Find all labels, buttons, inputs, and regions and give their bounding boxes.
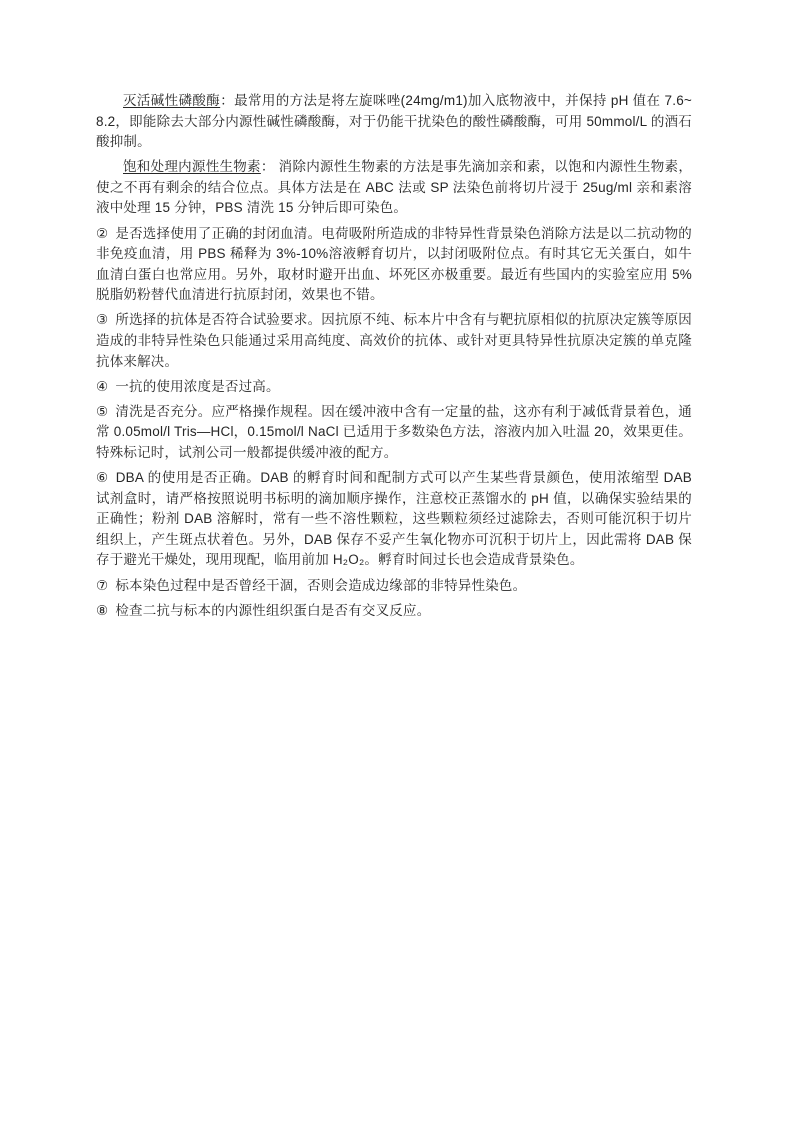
paragraph-body: 最常用的方法是将左旋咪唑(24mg/m1)加入底物液中，并保持 pH 值在 7.6~8.2，即能除去大部分内源性碱性磷酸酶，对于仍能干扰染色的酸性磷酸酶，可用 50mmol/L 的酒石酸抑制。 [96,93,693,150]
numbered-item-3 [96,310,692,372]
underlined-lead-alkaline-phosphatase: 灭活碱性磷酸酶 [123,93,221,108]
paragraph-body: 消除内源性生物素的方法是事先滴加亲和素，以饱和内源性生物素，使之不再有剩余的结合位点。具体方法是在 ABC 法或 SP 法染色前将切片浸于 25ug/ml 亲和素溶液中处理 15 分钟，PBS 清洗 15 分钟后即可染色。 [96,159,693,216]
numbered-item-2 [96,224,692,306]
item-text: 检查二抗与标本的内源性组织蛋白是否有交叉反应。 [115,602,431,618]
paragraph-saturate-endogenous-biotin [96,157,692,219]
item-text: 是否选择使用了正确的封闭血清。电荷吸附所造成的非特异性背景染色消除方法是以二抗动物的非免疫血清，用 PBS 稀释为 3%-10%溶液孵育切片，以封闭吸附位点。有时其它无关蛋白，如牛血清白蛋白也常应用。另外，取材时避开出血、坏死区亦极重要。最近有些国内的实验室应用 5%脱脂奶粉替代血清进行抗原封闭，效果也不错。 [96,225,692,303]
item-marker: ⑤ [96,403,109,419]
item-text: 一抗的使用浓度是否过高。 [115,378,280,394]
paragraph-inactivate-alkaline-phosphatase [96,91,692,153]
numbered-item-8 [96,601,692,622]
item-text: 所选择的抗体是否符合试验要求。因抗原不纯、标本片中含有与靶抗原相似的抗原决定簇等原因造成的非特异性染色只能通过采用高纯度、高效价的抗体、或针对更具特异性抗原决定簇的单克隆抗体来解决。 [96,312,692,369]
item-marker: ⑦ [96,577,109,593]
lead-separator: ： [220,93,235,108]
document-content [96,91,692,626]
item-marker: ② [96,225,109,241]
item-text: DBA 的使用是否正确。DAB 的孵育时间和配制方式可以产生某些背景颜色，使用浓缩型 DAB 试剂盒时，请严格按照说明书标明的滴加顺序操作，注意校正蒸馏水的 pH 值，以确保实验结果的正确性；粉剂 DAB 溶解时，常有一些不溶性颗粒，这些颗粒须经过滤除去，否则可能沉积于切片组织上，产生斑点状着色。另外，DAB 保存不妥产生氧化物亦可沉积于切片上，因此需将 DAB 保存于避光干燥处，现用现配，临用前加 H₂O₂。孵育时间过长也会造成背景染色。 [96,470,692,568]
numbered-item-5 [96,402,692,464]
item-text: 标本染色过程中是否曾经干涸，否则会造成边缘部的非特异性染色。 [115,577,527,593]
numbered-item-4 [96,377,692,398]
underlined-lead-endogenous-biotin: 饱和处理内源性生物素 [123,159,261,175]
item-marker: ⑧ [96,602,109,618]
numbered-item-6 [96,468,692,571]
item-marker: ⑥ [96,470,109,486]
item-text: 清洗是否充分。应严格操作规程。因在缓冲液中含有一定量的盐，这亦有利于减低背景着色，通常 0.05mol/l Tris—HCl，0.15mol/l NaCl 已适用于多数染色方法，溶液内加入吐温 20，效果更佳。特殊标记时，试剂公司一般都提供缓冲液的配方。 [96,403,692,460]
item-marker: ④ [96,378,109,394]
lead-separator: ： [260,159,279,175]
numbered-item-7 [96,576,692,597]
item-marker: ③ [96,312,109,328]
